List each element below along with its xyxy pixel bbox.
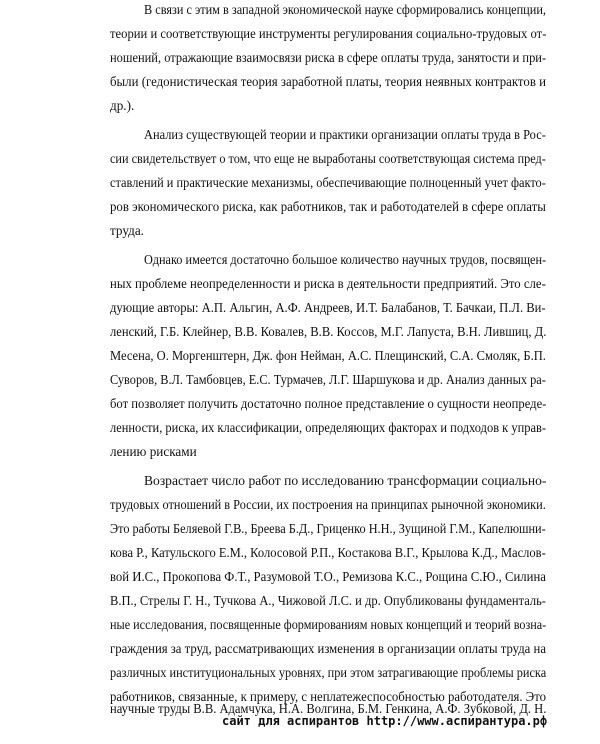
text-line: Это работы Беляевой Г.В., Бреева Б.Д., Гриценко Н.Н., Зущиной Г.М., Капелюшни-: [110, 521, 546, 536]
text-line: ров экономического риска, как работников, так и работодателей в сфере оплаты: [110, 199, 546, 214]
text-line: Анализ существующей теории и практики организации оплаты труда в Рос-: [144, 127, 546, 142]
text-line: В.П., Стрелы Г. Н., Тучкова А., Чижовой Л.С. и др. Опубликованы фундаменталь-: [110, 593, 546, 608]
text-line: сии свидетельствует о том, что еще не выработаны соответствующая система пред-: [110, 151, 546, 166]
text-line: работников, связанные, к примеру, с неплатежеспособностью работодателя. Это: [110, 689, 546, 704]
text-line: граждения за труд, рассматривающих изменения в организации оплаты труда на: [110, 641, 546, 656]
text-line: вой И.С., Прокопова Ф.Т., Разумовой Т.О., Ремизова К.С., Рощина С.Ю., Силина: [110, 569, 546, 584]
text-line: Возрастает число работ по исследованию трансформации социально-: [144, 473, 547, 488]
text-line: различных институциональных уровнях, при этом затрагивающие проблемы риска: [110, 665, 547, 680]
text-line: Месена, О. Моргенштерн, Дж. фон Нейман, А.С. Плещинский, С.А. Смоляк, Б.П.: [110, 348, 546, 363]
text-line: труда.: [110, 223, 144, 238]
text-line: Суворов, В.Л. Тамбовцев, Е.С. Турмачев, Л.Г. Шаршукова и др. Анализ данных ра-: [110, 372, 546, 387]
text-line: В связи с этим в западной экономической науке сформировались концепции,: [144, 2, 546, 17]
text-line: научные труды В.В. Адамчука, Н.А. Волгина, Б.М. Генкина, А.Ф. Зубковой, Д. Н.: [110, 701, 547, 716]
text-line: ных проблеме неопределенности и риска в деятельности предприятий. Это сле-: [110, 276, 546, 291]
text-line: ставлений и практические механизмы, обеспечивающие полноценный учет факто-: [110, 175, 546, 190]
text-line: лению рисками: [110, 444, 197, 459]
text-line: др.).: [110, 98, 135, 113]
text-line: дующие авторы: А.П. Альгин, А.Ф. Андреев, И.Т. Балабанов, Т. Бачкаи, П.Л. Ви-: [110, 300, 546, 315]
text-line: кова Р., Катульского Е.М., Колосовой Р.П., Костакова В.Г., Крылова К.Д., Маслов-: [110, 545, 546, 560]
site-footer-watermark: сайт для аспирантов http://www.аспирантура.рф: [222, 714, 548, 728]
text-line: ные исследования, посвященные формированиям новых концепций и теорий возна-: [110, 617, 547, 632]
text-line: трудовых отношений в России, их построения на принципах рыночной экономики.: [110, 497, 546, 512]
text-line: ношений, отражающие взаимосвязи риска в сфере оплаты труда, занятости и при-: [110, 50, 547, 65]
text-line: бот позволяет получить достаточно полное представление о сущности неопреде-: [110, 396, 547, 411]
text-line: ленности, риска, их классификации, определяющих факторах и подходов к управ-: [110, 420, 547, 435]
text-line: ленский, Г.Б. Клейнер, В.В. Ковалев, В.В. Коссов, М.Г. Лапуста, В.Н. Лившиц, Д.: [110, 324, 547, 339]
text-line: теории и соответствующие инструменты регулирования социально-трудовых от-: [110, 26, 547, 41]
text-line: были (гедонистическая теория заработной платы, теория неявных контрактов и: [110, 74, 546, 89]
text-line: Однако имеется достаточно большое количество научных трудов, посвящен-: [144, 252, 547, 267]
